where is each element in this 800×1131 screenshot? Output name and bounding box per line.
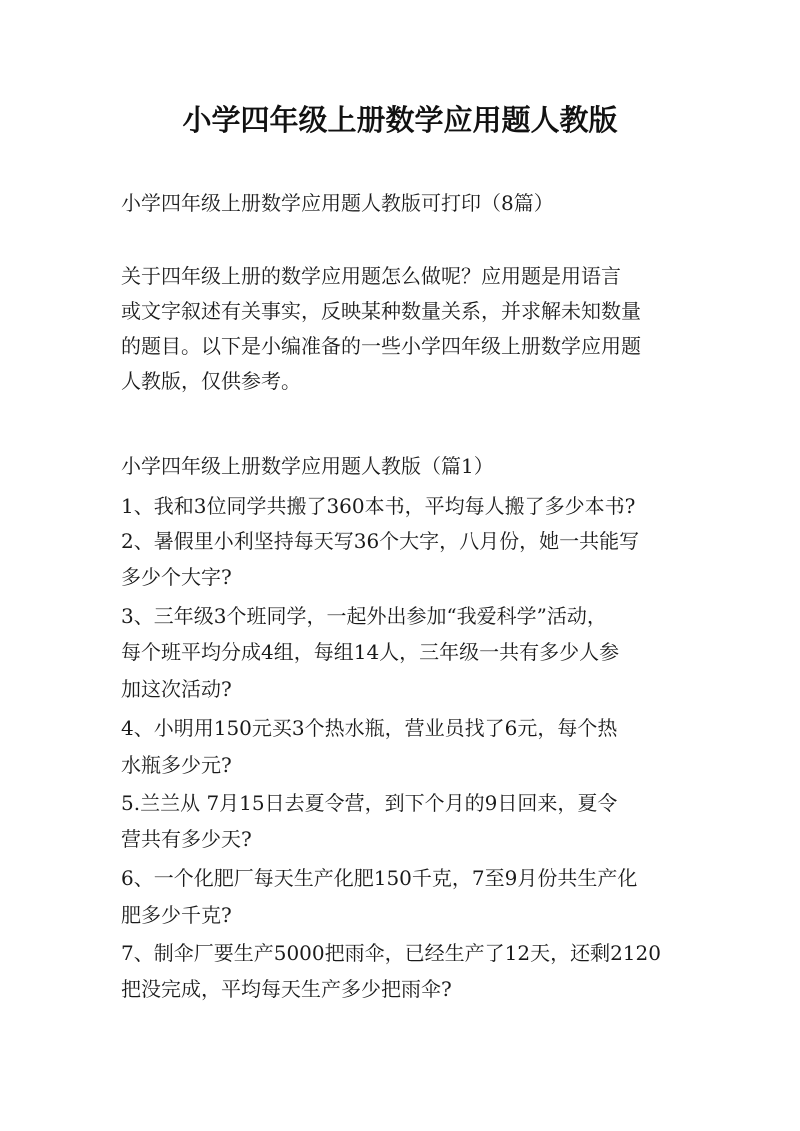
problem-line: 营共有多少天? [121,827,252,851]
problem-line: 加这次活动? [121,677,232,701]
problem-line: 3、三年级3个班同学，一起外出参加“我爱科学”活动， [121,604,607,628]
problem-line: 2、暑假里小利坚持每天写36个大字，八月份，她一共能写 [121,529,640,553]
problem-line: 把没完成，平均每天生产多少把雨伞? [121,977,452,1001]
section-heading: 小学四年级上册数学应用题人教版（篇1） [121,454,494,478]
intro-line: 关于四年级上册的数学应用题怎么做呢？应用题是用语言 [121,264,621,288]
intro-line: 或文字叙述有关事实，反映某种数量关系，并求解未知数量 [121,299,641,323]
intro-line: 的题目。以下是小编准备的一些小学四年级上册数学应用题 [121,334,641,358]
problem-line: 每个班平均分成4组，每组14人，三年级一共有多少人参 [121,640,620,664]
problem-line: 肥多少千克? [121,903,232,927]
problem-line: 6、一个化肥厂每天生产化肥150千克，7至9月份共生产化 [121,866,638,890]
document-subtitle: 小学四年级上册数学应用题人教版可打印（8篇） [121,191,554,215]
document-title: 小学四年级上册数学应用题人教版 [182,103,618,137]
intro-line: 人教版，仅供参考。 [121,369,301,393]
problem-line: 5.兰兰从 7月15日去夏令营，到下个月的9日回来，夏令 [121,791,618,815]
problem-line: 4、小明用150元买3个热水瓶，营业员找了6元，每个热 [121,716,618,740]
problem-line: 1、我和3位同学共搬了360本书，平均每人搬了多少本书? [121,494,636,518]
problem-line: 多少个大字? [121,565,232,589]
problem-line: 7、制伞厂要生产5000把雨伞，已经生产了12天，还剩2120 [121,941,661,965]
problem-line: 水瓶多少元? [121,753,232,777]
